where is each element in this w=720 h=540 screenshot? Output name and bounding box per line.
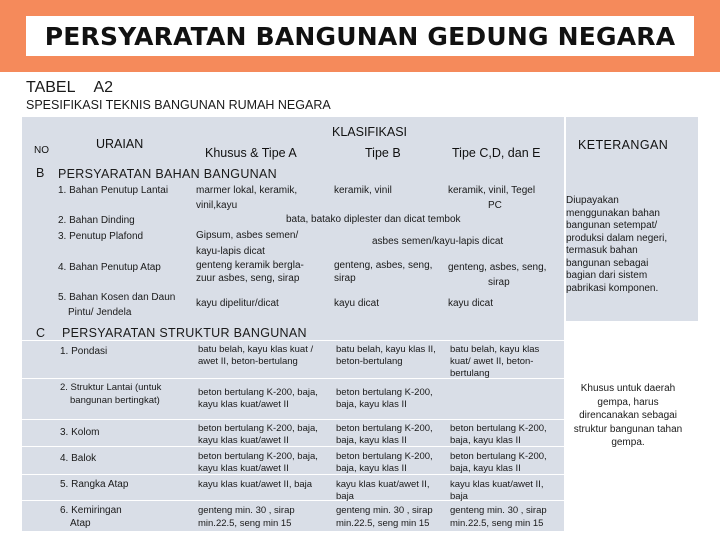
- c-keterangan-line: gempa.: [611, 437, 645, 448]
- c-row5-a: kayu klas kuat/awet II, baja: [198, 479, 313, 490]
- c-row5-c-line2: baja: [450, 491, 468, 502]
- c-row1-c-line3: bertulang: [450, 368, 490, 379]
- c-row3-c-line2: baja, kayu klas II: [450, 435, 521, 446]
- header-tipe-cde: Tipe C,D, dan E: [452, 146, 541, 160]
- b-row1-a-line2: vinil,kayu: [196, 200, 238, 211]
- b-keterangan-line: bangunan setempat/: [566, 220, 658, 231]
- c-row1-b-line2: beton-bertulang: [336, 356, 403, 367]
- b-row3-a-line2: kayu-lapis dicat: [196, 246, 265, 257]
- row-divider: [22, 340, 564, 341]
- c-row4-b-line2: baja, kayu klas II: [336, 463, 407, 474]
- c-row6-c-line1: genteng min. 30 , sirap: [450, 505, 547, 516]
- c-row6-label-line1: 6. Kemiringan: [60, 505, 122, 516]
- b-row4-label: 4. Bahan Penutup Atap: [58, 262, 161, 273]
- c-row1-label: 1. Pondasi: [60, 346, 108, 357]
- table-label: [26, 79, 113, 97]
- b-row4-b-line2: sirap: [334, 273, 356, 284]
- c-row6-a-line1: genteng min. 30 , sirap: [198, 505, 295, 516]
- c-row4-a-line2: kayu klas kuat/awet II: [198, 463, 289, 474]
- c-row2-b-line1: beton bertulang K-200,: [336, 387, 433, 398]
- b-row5-label-line2: Pintu/ Jendela: [68, 307, 132, 318]
- b-row1-c-line1: keramik, vinil, Tegel: [448, 185, 536, 196]
- b-keterangan: [566, 195, 696, 295]
- b-row3-a-line1: Gipsum, asbes semen/: [196, 230, 299, 241]
- table-label-text: TABEL: [26, 79, 76, 96]
- header-tipe-b: Tipe B: [365, 146, 401, 160]
- c-row1-a-line2: awet II, beton-bertulang: [198, 356, 298, 367]
- c-row4-label: 4. Balok: [60, 453, 97, 464]
- c-row5-label: 5. Rangka Atap: [60, 479, 129, 490]
- c-row3-label: 3. Kolom: [60, 427, 100, 438]
- section-c-title: PERSYARATAN STRUKTUR BANGUNAN: [62, 326, 307, 340]
- c-row6-c-line2: min.22.5, seng min 15: [450, 518, 544, 529]
- table-code: A2: [93, 79, 114, 96]
- b-row1-b: keramik, vinil: [334, 185, 392, 196]
- c-row2-b-line2: baja, kayu klas II: [336, 399, 407, 410]
- b-row4-b-line1: genteng, asbes, seng,: [334, 260, 433, 271]
- c-keterangan-line: direncanakan sebagai: [579, 410, 677, 421]
- c-row6-b-line2: min.22.5, seng min 15: [336, 518, 430, 529]
- b-row4-c-line2: sirap: [488, 277, 510, 288]
- b-row5-label-line1: 5. Bahan Kosen dan Daun: [58, 292, 176, 303]
- header-no: NO: [34, 145, 49, 156]
- row-divider: [22, 419, 564, 420]
- header-uraian: URAIAN: [96, 137, 144, 151]
- b-row3-bc: asbes semen/kayu-lapis dicat: [372, 236, 504, 247]
- header-band: [0, 0, 720, 72]
- b-row4-c-line1: genteng, asbes, seng,: [448, 262, 547, 273]
- c-row3-a-line2: kayu klas kuat/awet II: [198, 435, 289, 446]
- c-row1-b-line1: batu belah, kayu klas II,: [336, 344, 436, 355]
- c-keterangan: [566, 382, 690, 450]
- c-row2-label-line2: bangunan bertingkat): [70, 395, 160, 406]
- c-keterangan-line: struktur bangunan tahan: [573, 423, 683, 435]
- b-row5-b: kayu dicat: [334, 298, 380, 309]
- b-row1-c-line2: PC: [488, 200, 502, 211]
- c-row3-b-line2: baja, kayu klas II: [336, 435, 407, 446]
- c-row4-c-line1: beton bertulang K-200,: [450, 451, 547, 462]
- c-row6-b-line1: genteng min. 30 , sirap: [336, 505, 433, 516]
- header-keterangan: KETERANGAN: [578, 138, 669, 152]
- b-row2-label: 2. Bahan Dinding: [58, 215, 135, 226]
- c-row5-b-line2: baja: [336, 491, 354, 502]
- b-keterangan-line: termasuk bahan: [566, 245, 638, 256]
- b-keterangan-line: pabrikasi komponen.: [566, 282, 659, 294]
- c-row3-b-line1: beton bertulang K-200,: [336, 423, 433, 434]
- b-row4-a-line2: zuur asbes, seng, sirap: [196, 273, 300, 284]
- b-row5-a: kayu dipelitur/dicat: [196, 298, 279, 309]
- c-row4-a-line1: beton bertulang K-200, baja,: [198, 451, 318, 462]
- b-keterangan-line: Diupayakan: [566, 195, 619, 206]
- b-row2-span: bata, batako diplester dan dicat tembok: [286, 214, 461, 225]
- c-keterangan-line: gempa, harus: [597, 396, 659, 408]
- c-row1-c-line1: batu belah, kayu klas: [450, 344, 540, 355]
- c-row2-label-line1: 2. Struktur Lantai (untuk: [60, 382, 162, 393]
- section-b-letter: B: [36, 166, 45, 180]
- row-divider: [22, 500, 564, 501]
- c-row2-a-line1: beton bertulang K-200, baja,: [198, 387, 318, 398]
- table-subtitle: SPESIFIKASI TEKNIS BANGUNAN RUMAH NEGARA: [26, 98, 331, 112]
- page-title: PERSYARATAN BANGUNAN GEDUNG NEGARA: [44, 21, 676, 51]
- title-box: [26, 16, 694, 56]
- b-keterangan-line: menggunakan bahan: [566, 207, 660, 219]
- section-b-title: PERSYARATAN BAHAN BANGUNAN: [58, 167, 277, 181]
- b-row1-a-line1: marmer lokal, keramik,: [196, 185, 298, 196]
- c-row1-a-line1: batu belah, kayu klas kuat /: [198, 344, 314, 355]
- c-row3-a-line1: beton bertulang K-200, baja,: [198, 423, 318, 434]
- b-row4-a-line1: genteng keramik bergla-: [196, 260, 304, 271]
- section-c-letter: C: [36, 326, 46, 340]
- b-keterangan-line: bangunan sebagai: [566, 257, 649, 269]
- c-row6-label-line2: Atap: [70, 518, 91, 529]
- header-klasifikasi: KLASIFIKASI: [332, 125, 408, 139]
- b-keterangan-line: bagian dari sistem: [566, 270, 648, 281]
- c-row5-b-line1: kayu klas kuat/awet II,: [336, 479, 430, 490]
- b-row5-c: kayu dicat: [448, 298, 494, 309]
- c-row4-c-line2: baja, kayu klas II: [450, 463, 521, 474]
- c-row5-c-line1: kayu klas kuat/awet II,: [450, 479, 544, 490]
- header-khusus-tipe-a: Khusus & Tipe A: [205, 146, 297, 160]
- c-row2-a-line2: kayu klas kuat/awet II: [198, 399, 289, 410]
- c-row6-a-line2: min.22.5, seng min 15: [198, 518, 292, 529]
- c-row3-c-line1: beton bertulang K-200,: [450, 423, 547, 434]
- c-row1-c-line2: kuat/ awet II, beton-: [450, 356, 534, 367]
- b-keterangan-line: produksi dalam negeri,: [566, 232, 668, 244]
- c-keterangan-line: Khusus untuk daerah: [580, 383, 676, 394]
- b-row3-label: 3. Penutup Plafond: [58, 231, 144, 242]
- c-row4-b-line1: beton bertulang K-200,: [336, 451, 433, 462]
- b-row1-label: 1. Bahan Penutup Lantai: [58, 185, 169, 196]
